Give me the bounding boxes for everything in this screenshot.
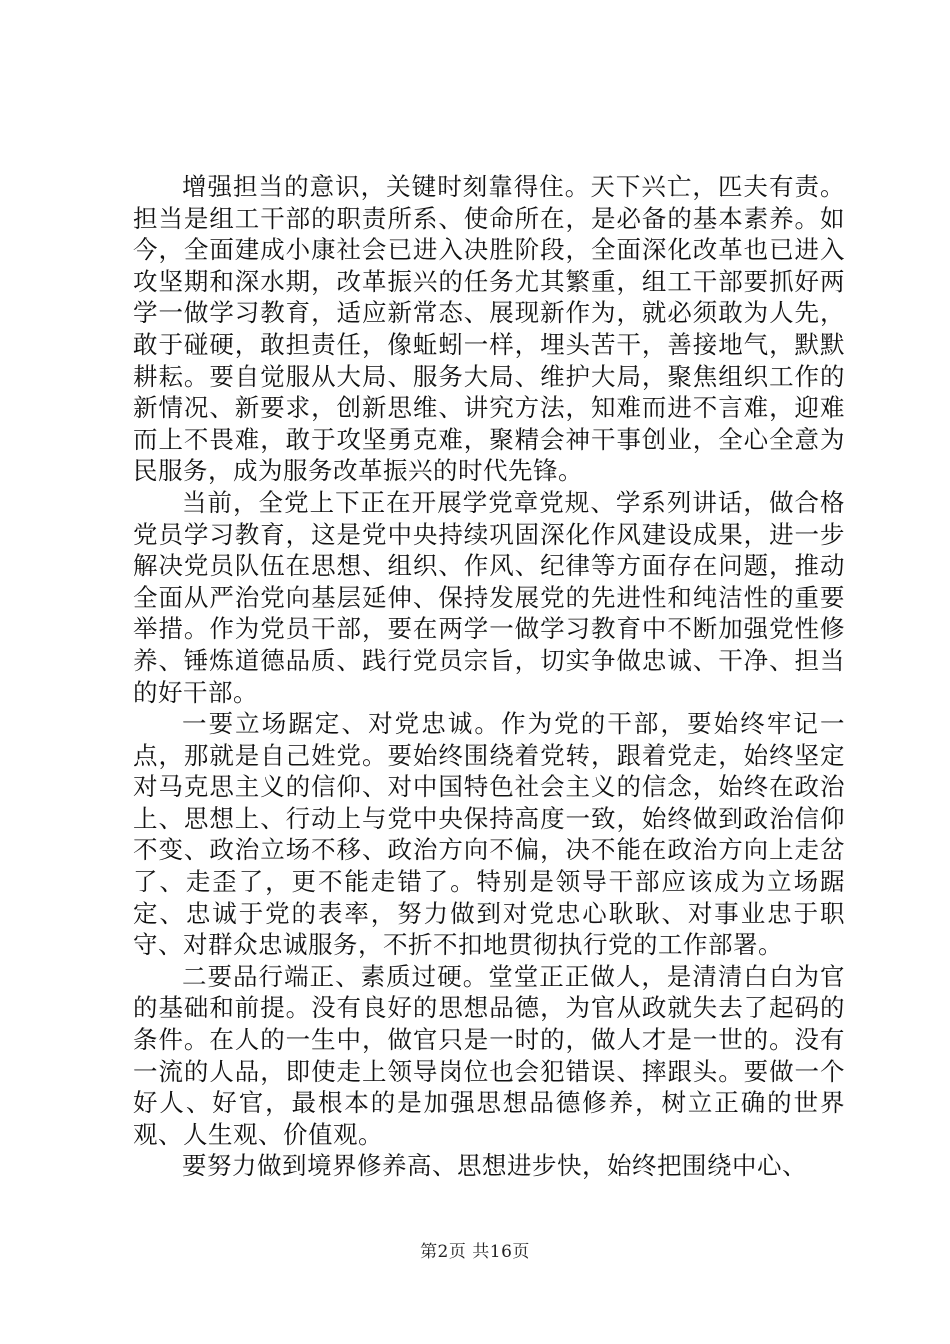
paragraph: 要努力做到境界修养高、思想进步快，始终把围绕中心、 — [182, 1151, 807, 1181]
page-number-footer: 第2页 共16页 — [420, 1242, 530, 1262]
paragraph: 增强担当的意识，关键时刻靠得住。天下兴亡，匹夫有责。担当是组工干部的职责所系、使命所在，是必备的基本素养。如今，全面建成小康社会已进入决胜阶段，全面深化改革也已进入攻坚期和深水期，改革振兴的任务尤其繁重，组工干部要抓好两学一做学习教育，适应新常态、展现新作为，就必须敢为人先，敢于碰硬，敢担责任，像蚯蚓一样，埋头苦干，善接地气，默默耕耘。要自觉服从大局、服务大局、维护大局，聚焦组织工作的新情况、新要求，创新思维、讲究方法，知难而进不言难，迎难而上不畏难，敢于攻坚勇克难，聚精会神干事创业，全心全意为民服务，成为服务改革振兴的时代先锋。 — [133, 172, 845, 486]
document-body — [133, 171, 845, 1182]
paragraph: 二要品行端正、素质过硬。堂堂正正做人，是清清白白为官的基础和前提。没有良好的思想品德，为官从政就失去了起码的条件。在人的一生中，做官只是一时的，做人才是一世的。没有一流的人品，即使走上领导岗位也会犯错误、摔跟头。要做一个好人、好官，最根本的是加强思想品德修养，树立正确的世界观、人生观、价值观。 — [133, 961, 845, 1149]
paragraph: 当前，全党上下正在开展学党章党规、学系列讲话，做合格党员学习教育，这是党中央持续巩固深化作风建设成果，进一步解决党员队伍在思想、组织、作风、纪律等方面存在问题，推动全面从严治党向基层延伸、保持发展党的先进性和纯洁性的重要举措。作为党员干部，要在两学一做学习教育中不断加强党性修养、锤炼道德品质、践行党员宗旨，切实争做忠诚、干净、担当的好干部。 — [133, 487, 845, 707]
paragraph: 一要立场踞定、对党忠诚。作为党的干部，要始终牢记一点，那就是自己姓党。要始终围绕着党转，跟着党走，始终坚定对马克思主义的信仰、对中国特色社会主义的信念，始终在政治上、思想上、行动上与党中央保持高度一致，始终做到政治信仰不变、政治立场不移、政治方向不偏，决不能在政治方向上走岔了、走歪了，更不能走错了。特别是领导干部应该成为立场踞定、忠诚于党的表率，努力做到对党忠心耿耿、对事业忠于职守、对群众忠诚服务，不折不扣地贯彻执行党的工作部署。 — [133, 709, 845, 960]
